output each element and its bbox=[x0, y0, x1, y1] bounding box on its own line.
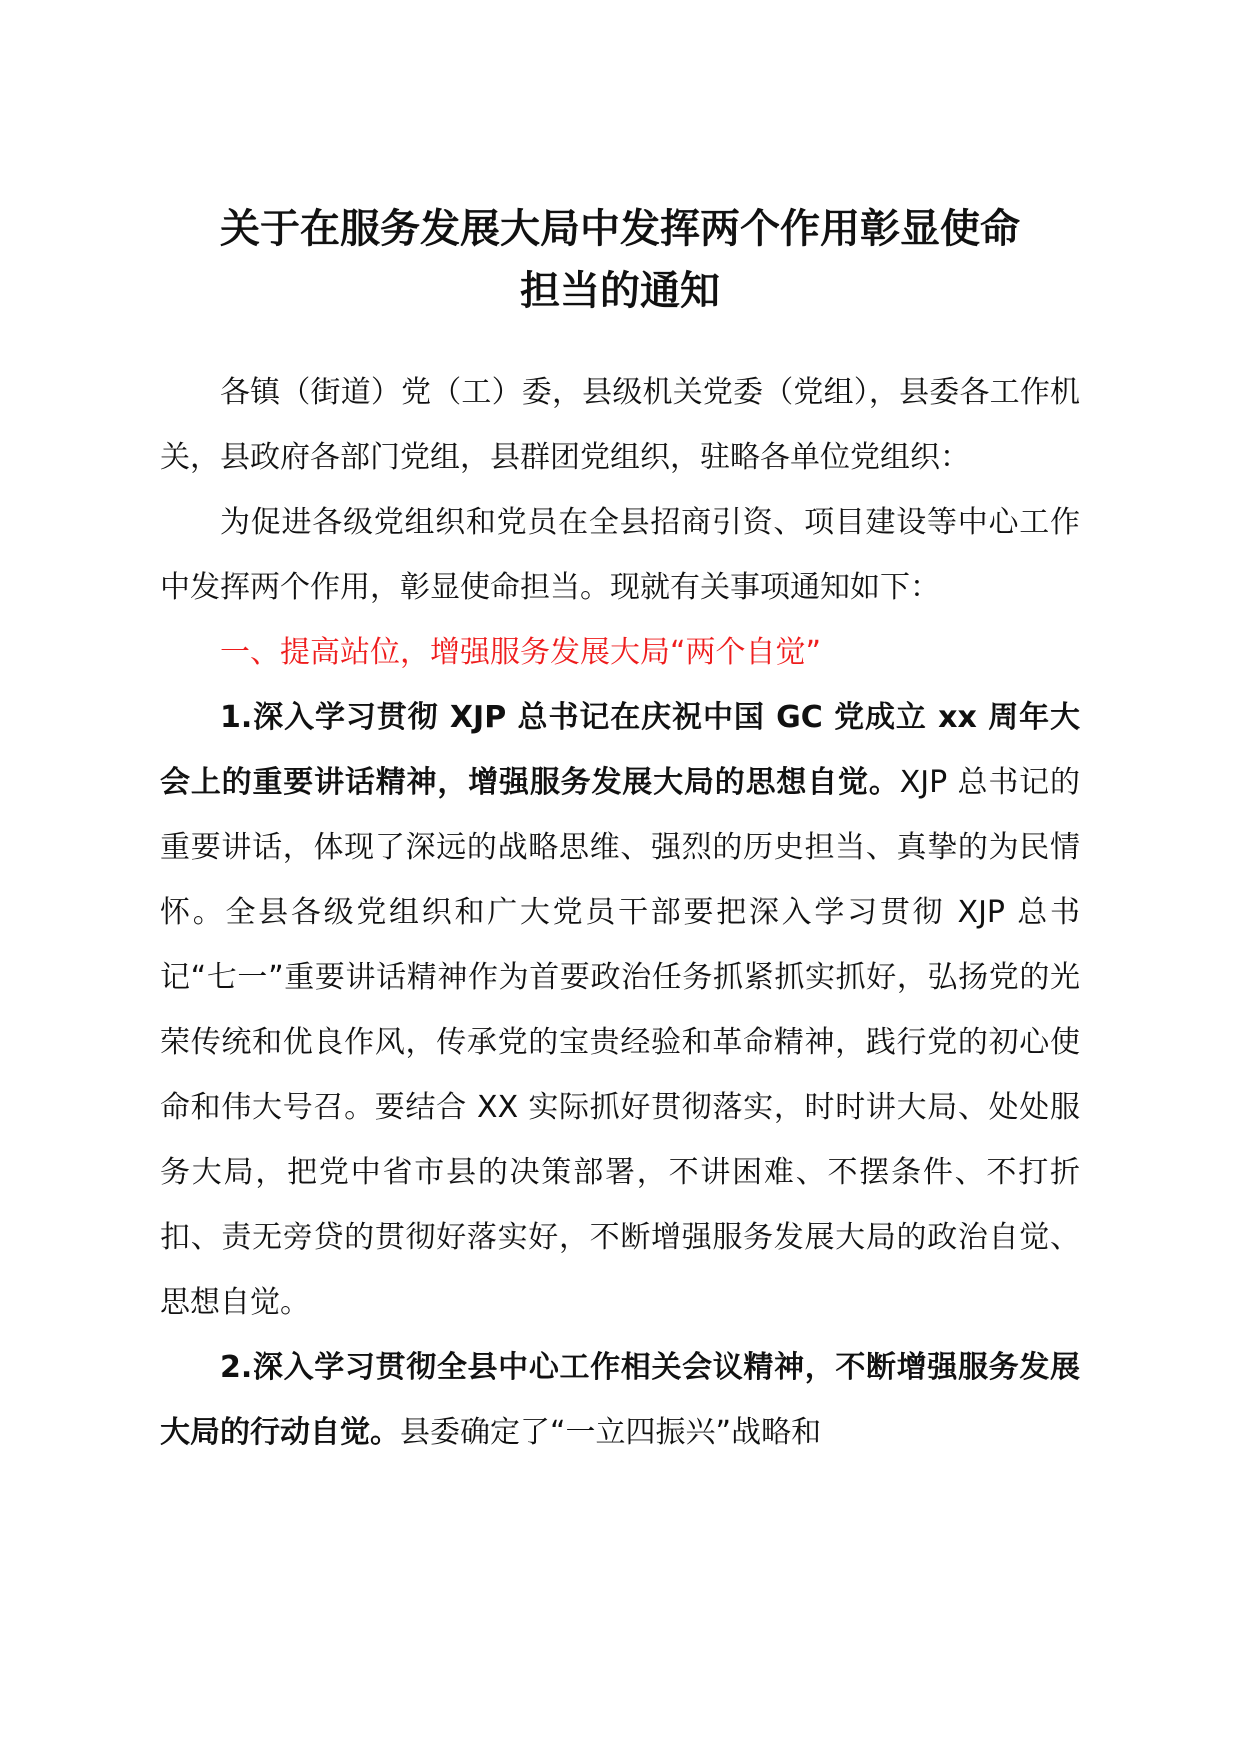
item-1-paragraph bbox=[160, 685, 1080, 1335]
salutation-paragraph: 各镇（街道）党（工）委，县级机关党委（党组），县委各工作机关，县政府各部门党组，县群团党组织，驻略各单位党组织： bbox=[160, 375, 1080, 475]
document-title bbox=[140, 198, 1100, 322]
item-2-paragraph bbox=[160, 1335, 1080, 1465]
intro-paragraph: 为促进各级党组织和党员在全县招商引资、项目建设等中心工作中发挥两个作用，彰显使命担当。现就有关事项通知如下： bbox=[160, 505, 1080, 605]
title-line-2: 担当的通知 bbox=[520, 268, 720, 314]
item-2-body: 县委确定了“一立四振兴”战略和 bbox=[400, 1415, 822, 1450]
title-line-1: 关于在服务发展大局中发挥两个作用彰显使命 bbox=[220, 206, 1020, 252]
item-1-body: XJP 总书记的重要讲话，体现了深远的战略思维、强烈的历史担当、真挚的为民情怀。全县各级党组织和广大党员干部要把深入学习贯彻 XJP 总书记“七一”重要讲话精神作为首要政治任务抓紧抓实抓好，弘扬党的光荣传统和优良作风，传承党的宝贵经验和革命精神，践行党的初心使命和伟大号召。要结合 XX 实际抓好贯彻落实，时时讲大局、处处服务大局，把党中省市县的决策部署，不讲困难、不摆条件、不打折扣、责无旁贷的贯彻好落实好，不断增强服务发展大局的政治自觉、思想自觉。 bbox=[160, 765, 1080, 1320]
document-body bbox=[160, 360, 1080, 1465]
item-2-lead: 2.深入学习贯彻全县中心工作相关会议精神，不断增强服务发展大局的行动自觉。 bbox=[160, 1350, 1080, 1450]
section-heading-1: 一、提高站位，增强服务发展大局“两个自觉” bbox=[220, 635, 822, 670]
item-1-lead: 1.深入学习贯彻 XJP 总书记在庆祝中国 GC 党成立 xx 周年大会上的重要讲话精神，增强服务发展大局的思想自觉。 bbox=[160, 700, 1080, 800]
